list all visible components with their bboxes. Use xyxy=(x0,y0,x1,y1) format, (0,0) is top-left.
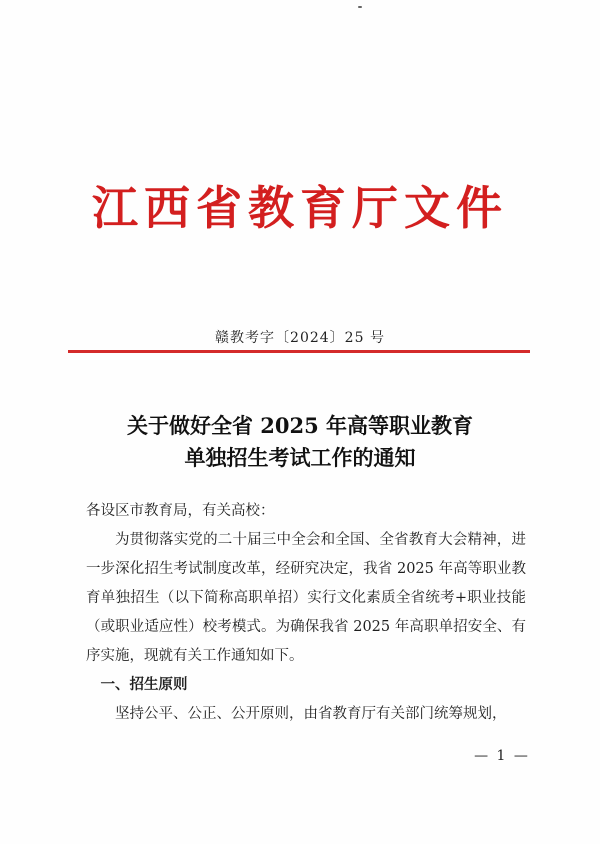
page-number: — 1 — xyxy=(474,748,530,764)
section-paragraph: 坚持公平、公正、公开原则，由省教育厅有关部门统筹规划， xyxy=(115,706,507,722)
document-title-line-1: 关于做好全省 2025 年高等职业教育 xyxy=(126,413,474,438)
document-title xyxy=(40,410,560,474)
scan-speck xyxy=(358,6,362,8)
document-number: 赣教考字〔2024〕25 号 xyxy=(215,330,385,346)
document-title-line-2: 单独招生考试工作的通知 xyxy=(184,445,416,470)
issuer-red-header: 江西省教育厅文件 xyxy=(92,181,508,235)
intro-paragraph: 为贯彻落实党的二十届三中全会和全国、全省教育大会精神，进一步深化招生考试制度改革，经研究决定，我省 2025 年高等职业教育单独招生（以下简称高职单招）实行文化素质全省统考+职业技能（或职业适应性）校考模式。为确保我省 2025 年高职单招安全、有序实施，现就有关工作通知如下。 xyxy=(86,532,526,664)
red-divider-line xyxy=(68,350,530,353)
section-heading: 一、招生原则 xyxy=(100,677,188,693)
salutation: 各设区市教育局，有关高校： xyxy=(86,503,275,519)
document-body xyxy=(86,497,526,729)
